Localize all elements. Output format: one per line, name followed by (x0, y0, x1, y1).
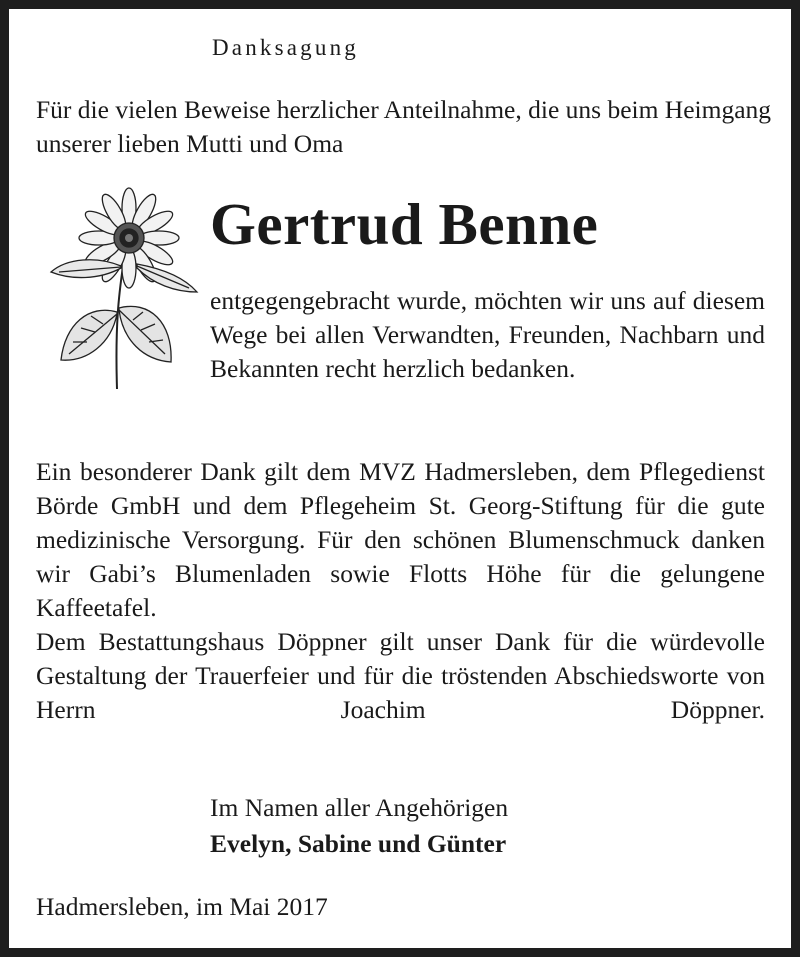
funeral-home-thanks-paragraph: Dem Bestattungshaus Döppner gilt unser Dank für die würdevolle Gestaltung der Trauerfeier und für die tröstenden Abschiedsworte von Herrn Joachim Döppner. (36, 627, 765, 724)
special-thanks-text (36, 455, 765, 727)
signature-intro: Im Namen aller Angehörigen (210, 793, 509, 822)
intro-text: Für die vielen Beweise herzlicher Anteilnahme, die uns beim Heimgang unserer lieben Mutti und Oma (36, 95, 772, 158)
signers: Evelyn, Sabine und Günter (210, 829, 507, 858)
special-thanks-paragraph: Ein besonderer Dank gilt dem MVZ Hadmersleben, dem Pflegedienst Börde GmbH und dem Pflegeheim St. Georg-Stiftung für die gute medizinische Versorgung. Für den schönen Blumenschmuck danken wir Gabi’s Blumenladen sowie Flotts Höhe für die gelungene Kaffeetafel. (36, 457, 765, 622)
thanks-text: entgegengebracht wurde, möchten wir uns auf diesem Wege bei allen Verwandten, Freunden, Nachbarn und Bekannten recht herzlich bedanken. (210, 286, 765, 383)
heading: Danksagung (212, 35, 359, 60)
sunflower-icon (37, 184, 207, 394)
place-and-date: Hadmersleben, im Mai 2017 (36, 892, 328, 921)
deceased-name: Gertrud Benne (210, 191, 599, 257)
